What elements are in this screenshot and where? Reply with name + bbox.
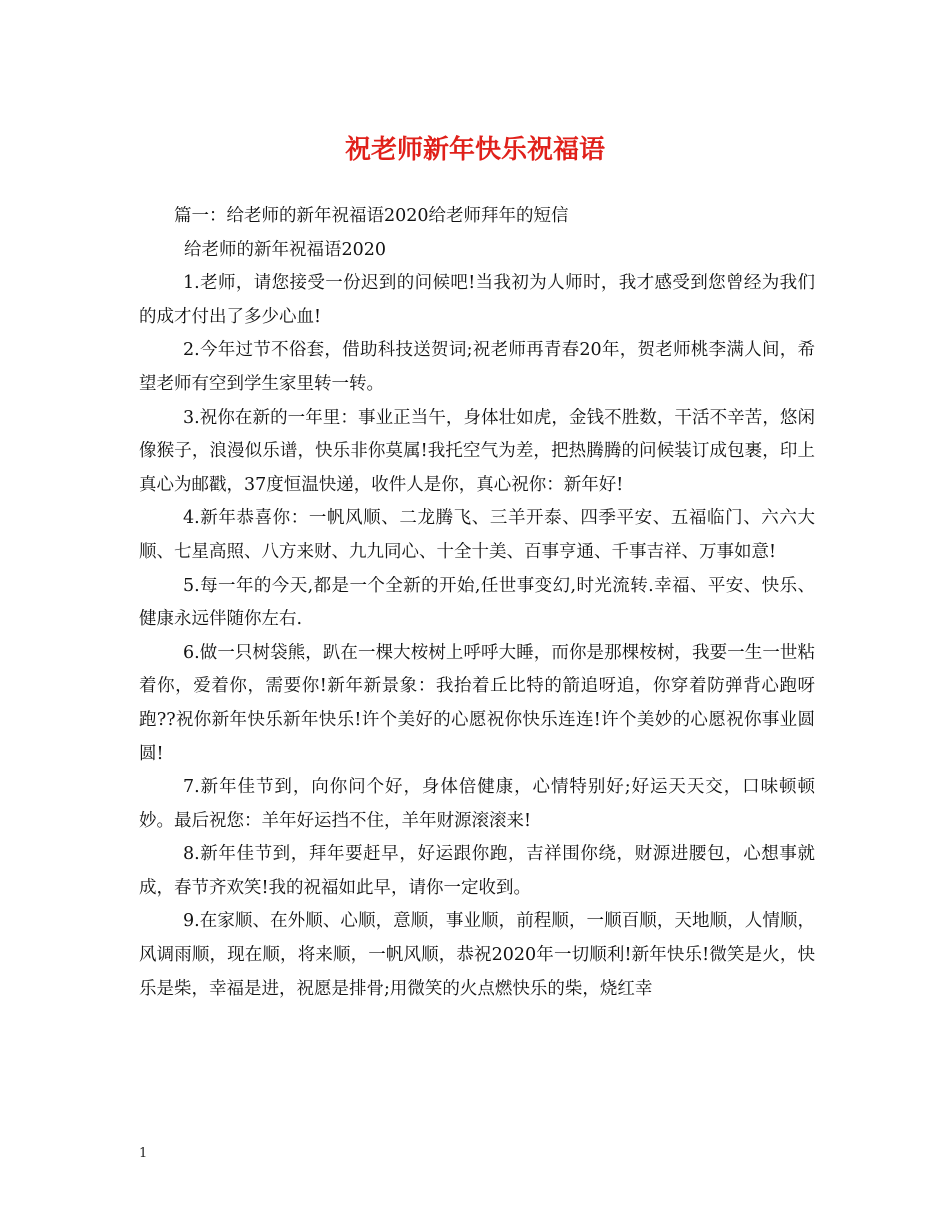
greeting-item-2: 2.今年过节不俗套，借助科技送贺词;祝老师再青春20年，贺老师桃李满人间，希望老师有空到学生家里转一转。 <box>139 340 815 394</box>
document-body <box>139 200 815 1006</box>
greeting-item-3: 3.祝你在新的一年里：事业正当午，身体壮如虎，金钱不胜数，干活不辛苦，悠闲像猴子，浪漫似乐谱，快乐非你莫属!我托空气为差，把热腾腾的问候装订成包裹，印上真心为邮戳，37度恒温快递，收件人是你，真心祝你：新年好! <box>139 407 815 495</box>
greeting-item-4: 4.新年恭喜你：一帆风顺、二龙腾飞、三羊开泰、四季平安、五福临门、六六大顺、七星高照、八方来财、九九同心、十全十美、百事亨通、千事吉祥、万事如意! <box>139 508 815 562</box>
section-subheading: 给老师的新年祝福语2020 <box>184 239 387 260</box>
document-title: 祝老师新年快乐祝福语 <box>344 135 605 165</box>
greeting-item-5: 5.每一年的今天,都是一个全新的开始,任世事变幻,时光流转.幸福、平安、快乐、健康永远伴随你左右. <box>139 575 815 630</box>
section-heading: 篇一：给老师的新年祝福语2020给老师拜年的短信 <box>174 206 569 226</box>
greeting-item-9: 9.在家顺、在外顺、心顺，意顺，事业顺，前程顺，一顺百顺，天地顺，人情顺，风调雨顺，现在顺，将来顺，一帆风顺，恭祝2020年一切顺利!新年快乐!微笑是火，快乐是柴，幸福是进，祝愿是排骨;用微笑的火点燃快乐的柴，烧红幸 <box>139 911 815 999</box>
greeting-item-7: 7.新年佳节到，向你问个好，身体倍健康，心情特别好;好运天天交，口味顿顿妙。最后祝您：羊年好运挡不住，羊年财源滚滚来! <box>139 777 815 831</box>
greeting-item-8: 8.新年佳节到，拜年要赶早，好运跟你跑，吉祥围你绕，财源进腰包，心想事就成，春节齐欢笑!我的祝福如此早，请你一定收到。 <box>139 844 815 898</box>
greeting-item-6: 6.做一只树袋熊，趴在一棵大桉树上呼呼大睡，而你是那棵桉树，我要一生一世粘着你，爱着你，需要你!新年新景象：我抬着丘比特的箭追呀追，你穿着防弹背心跑呀跑??祝你新年快乐新年快乐!许个美好的心愿祝你快乐连连!许个美妙的心愿祝你事业圆圆! <box>139 642 815 764</box>
greeting-item-1: 1.老师，请您接受一份迟到的问候吧!当我初为人师时，我才感受到您曾经为我们的成才付出了多少心血! <box>139 273 815 327</box>
page-number: 1 <box>139 1146 148 1161</box>
